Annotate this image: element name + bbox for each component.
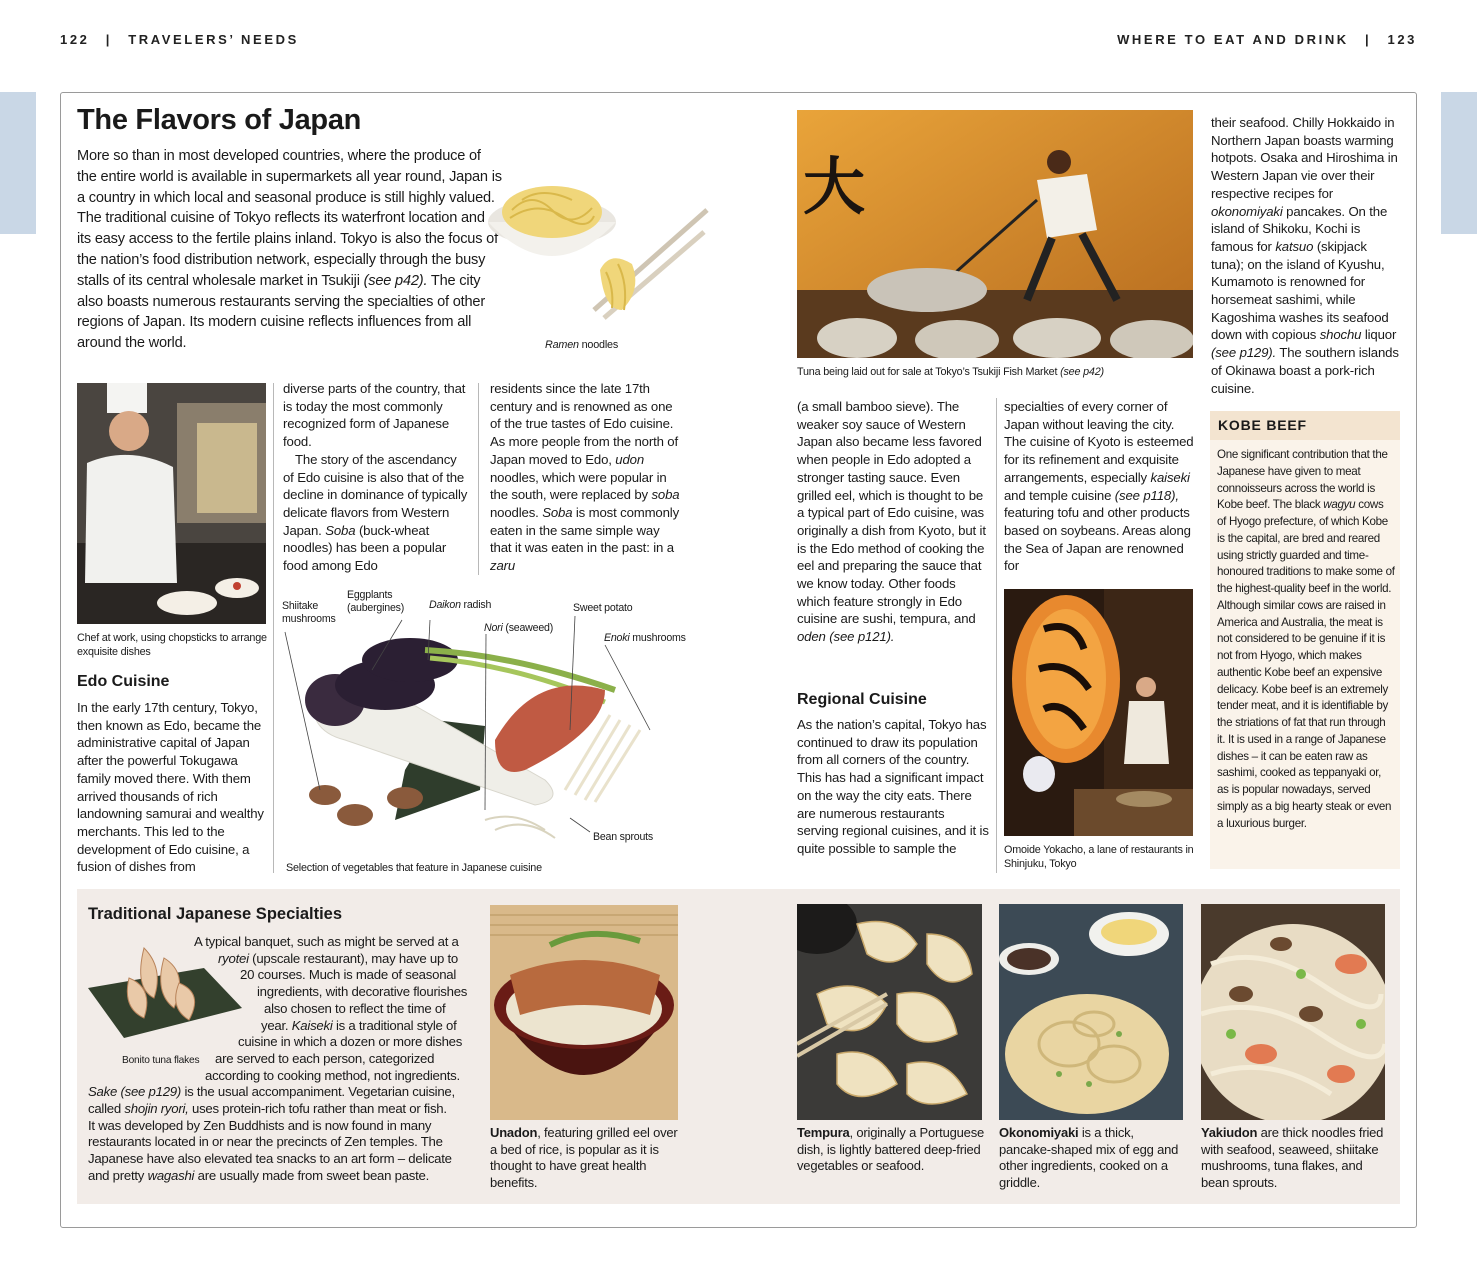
kobe-beef-text: One significant contribution that the Japanese have given to meat connoisseurs across the world is Kobe beef. The black wagyu cows of Hyogo prefecture, of which Kobe is the capital, are bred and reared using strictly guarded and time-honoured traditions to make some of the highest-quality beef in the world. Although similar cows are raised in America and Australia, the meat is not considered to be genuine if it is not from Hyogo, which makes authentic Kobe beef an expensive delicacy. Kobe beef is an extremely tender meat, and it is identifiable by the striations of fat that run through it. It is used in a range of Japanese dishes – it can be eaten raw as sashimi, cooked as teppanyaki or, as is popular nowadays, served simply as a big hearty steak or even a luxurious burger.	[1217, 448, 1395, 830]
ramen-noodles-photo	[482, 160, 712, 338]
thumb-tab-right	[1441, 92, 1477, 234]
unadon-photo	[490, 905, 678, 1120]
header-separator: |	[1365, 32, 1372, 47]
omoide-yokocho-photo	[1004, 589, 1193, 836]
running-header-left	[60, 32, 299, 47]
label-nori: Nori (seaweed)	[484, 622, 554, 634]
chef-caption: Chef at work, using chopsticks to arrange exquisite dishes	[77, 632, 267, 658]
column-rule	[273, 383, 274, 873]
header-separator: |	[105, 32, 112, 47]
label-shiitake: Shiitake mushrooms	[282, 600, 336, 625]
section-title-left: TRAVELERS’ NEEDS	[128, 32, 299, 47]
okonomiyaki-caption: Okonomiyaki is a thick, pancake-shaped mix of egg and other ingredients, cooked on a griddle.	[999, 1125, 1179, 1191]
kobe-beef-heading: KOBE BEEF	[1210, 411, 1400, 440]
right-col2-text: specialties of every corner of Japan without leaving the city. The cuisine of Kyoto is esteemed for its refinement and exquisite arrangements, especially kaiseki and temple cuisine (see p118), featuring tofu and other products based on soybeans. Areas along the Sea of Japan are renowned for	[1004, 399, 1194, 574]
label-daikon: Daikon radish	[429, 599, 492, 611]
regional-cuisine-text: As the nation’s capital, Tokyo has continued to draw its population from all corners of the country. This has had a significant impact on the way the city eats. There are numerous restaurants serving regional cuisines, and it is quite possible to sample the	[797, 717, 989, 856]
thumb-tab-left	[0, 92, 36, 234]
label-sweet-potato: Sweet potato	[573, 602, 633, 614]
edo-col1-text: In the early 17th century, Tokyo, then known as Edo, became the administrative capital of Japan after the powerful Tokugawa family moved there. With them arrived thousands of rich landowning samurai and wealthy merchants. This led to the development of Edo cuisine, a fusion of dishes from	[77, 700, 264, 875]
tuna-caption: Tuna being laid out for sale at Tokyo’s Tsukiji Fish Market (see p42)	[797, 366, 1104, 378]
running-header-right	[1117, 32, 1417, 47]
vegetable-leader-lines	[280, 600, 700, 850]
right-col3-text: their seafood. Chilly Hokkaido in Northern Japan boasts warming hotpots. Osaka and Hiroshima in Western Japan vie over their respective recipes for okonomiyaki pancakes. On the island of Shikoku, Kochi is famous for katsuo (skipjack tuna); on the island of Kyushu, Kumamoto is renowned for horsemeat sashimi, while Kagoshima washes its seafood down with copious shochu liquor (see p129). The southern islands of Okinawa boast a pork-rich cuisine.	[1211, 115, 1399, 396]
page-number-right: 123	[1387, 32, 1417, 47]
unadon-caption: Unadon, featuring grilled eel over a bed of rice, is popular as it is thought to have great health benefits.	[490, 1125, 678, 1191]
ramen-caption: Ramen noodles	[545, 339, 619, 351]
page-title: The Flavors of Japan	[77, 104, 362, 136]
specialties-heading: Traditional Japanese Specialties	[88, 905, 343, 923]
omoide-caption: Omoide Yokacho, a lane of restaurants in Shinjuku, Tokyo	[1004, 844, 1194, 870]
specialties-text: A typical banquet, such as might be served at a ryotei (upscale restaurant), may have up to 20 courses. Much is made of seasonal ingredients, with decorative flourishes also chosen to reflect the time of year. Kaiseki is a traditional style of cuisine in which a dozen or more dishes are served to each person, categorized according to cooking method, not ingredients. Sake (see p129) is the usual accompaniment. Vegetarian cuisine, called shojin ryori, uses protein-rich tofu rather than meat or fish. It was developed by Zen Buddhists and is now found in many restaurants located in or near the precincts of Zen temples. The Japanese have also elevated tea snacks to an art form – delicate and pretty wagashi are usually made from sweet bean paste.	[88, 934, 468, 1183]
column-rule	[996, 398, 997, 873]
page-number-left: 122	[60, 32, 90, 47]
intro-paragraph: More so than in most developed countries, where the produce of the entire world is available in supermarkets all year round, Japan is a country in which local and seasonal produce is still highly valued. The traditional cuisine of Tokyo reflects its waterfront location and its easy access to the fertile plains inland. Tokyo is also the focus of the nation’s food distribution network, especially through the busy stalls of its central wholesale market in Tsukiji (see p42). The city also boasts numerous restaurants serving the specialties of other regions of Japan. Its modern cuisine reflects influences from all around the world.	[77, 148, 502, 352]
chef-photo	[77, 383, 266, 624]
vegetables-caption: Selection of vegetables that feature in Japanese cuisine	[286, 862, 542, 874]
right-col1-text: (a small bamboo sieve). The weaker soy sauce of Western Japan also became less favored when people in Edo adopted a stronger tasting sauce. Even grilled eel, which is thought to be a typical part of Edo cuisine, was originally a dish from Kyoto, but it is the Edo method of cooking the eel and preparing the sauce that we know today. Other foods which feature strongly in Edo cuisine are sushi, tempura, and oden (see p121).	[797, 399, 986, 645]
label-eggplants: Eggplants (aubergines)	[347, 589, 405, 614]
yakiudon-photo	[1201, 904, 1385, 1120]
tuna-market-photo	[797, 110, 1193, 358]
bonito-caption: Bonito tuna flakes	[122, 1055, 200, 1066]
edo-col2-text: diverse parts of the country, that is today the most commonly recognized form of Japanese food. The story of the ascendancy of Edo cuisine is also that of the decline in dominance of typically delicate flavors from Western Japan. Soba (buck-wheat noodles) has been a popular food among Edo	[283, 381, 468, 574]
yakiudon-caption: Yakiudon are thick noodles fried with seafood, seaweed, shiitake mushrooms, tuna flakes, and bean sprouts.	[1201, 1125, 1384, 1191]
label-bean-sprouts: Bean sprouts	[593, 831, 654, 843]
okonomiyaki-photo	[999, 904, 1183, 1120]
column-rule	[478, 383, 479, 575]
regional-cuisine-heading: Regional Cuisine	[797, 691, 927, 708]
tuna-market-sign-glyph: 大	[803, 150, 866, 223]
label-enoki: Enoki mushrooms	[604, 632, 686, 644]
edo-col3-text: residents since the late 17th century and is renowned as one of the true tastes of Edo cuisine. As more people from the north of Japan moved to Edo, udon noodles, which were popular in the south, were replaced by soba noodles. Soba is most commonly eaten in the same simple way that it was eaten in the past: in a zaru	[490, 381, 680, 574]
tempura-caption: Tempura, originally a Portuguese dish, is lightly battered deep-fried vegetables or seafood.	[797, 1125, 985, 1174]
tempura-photo	[797, 904, 982, 1120]
edo-cuisine-heading: Edo Cuisine	[77, 673, 170, 690]
section-title-right: WHERE TO EAT AND DRINK	[1117, 32, 1349, 47]
